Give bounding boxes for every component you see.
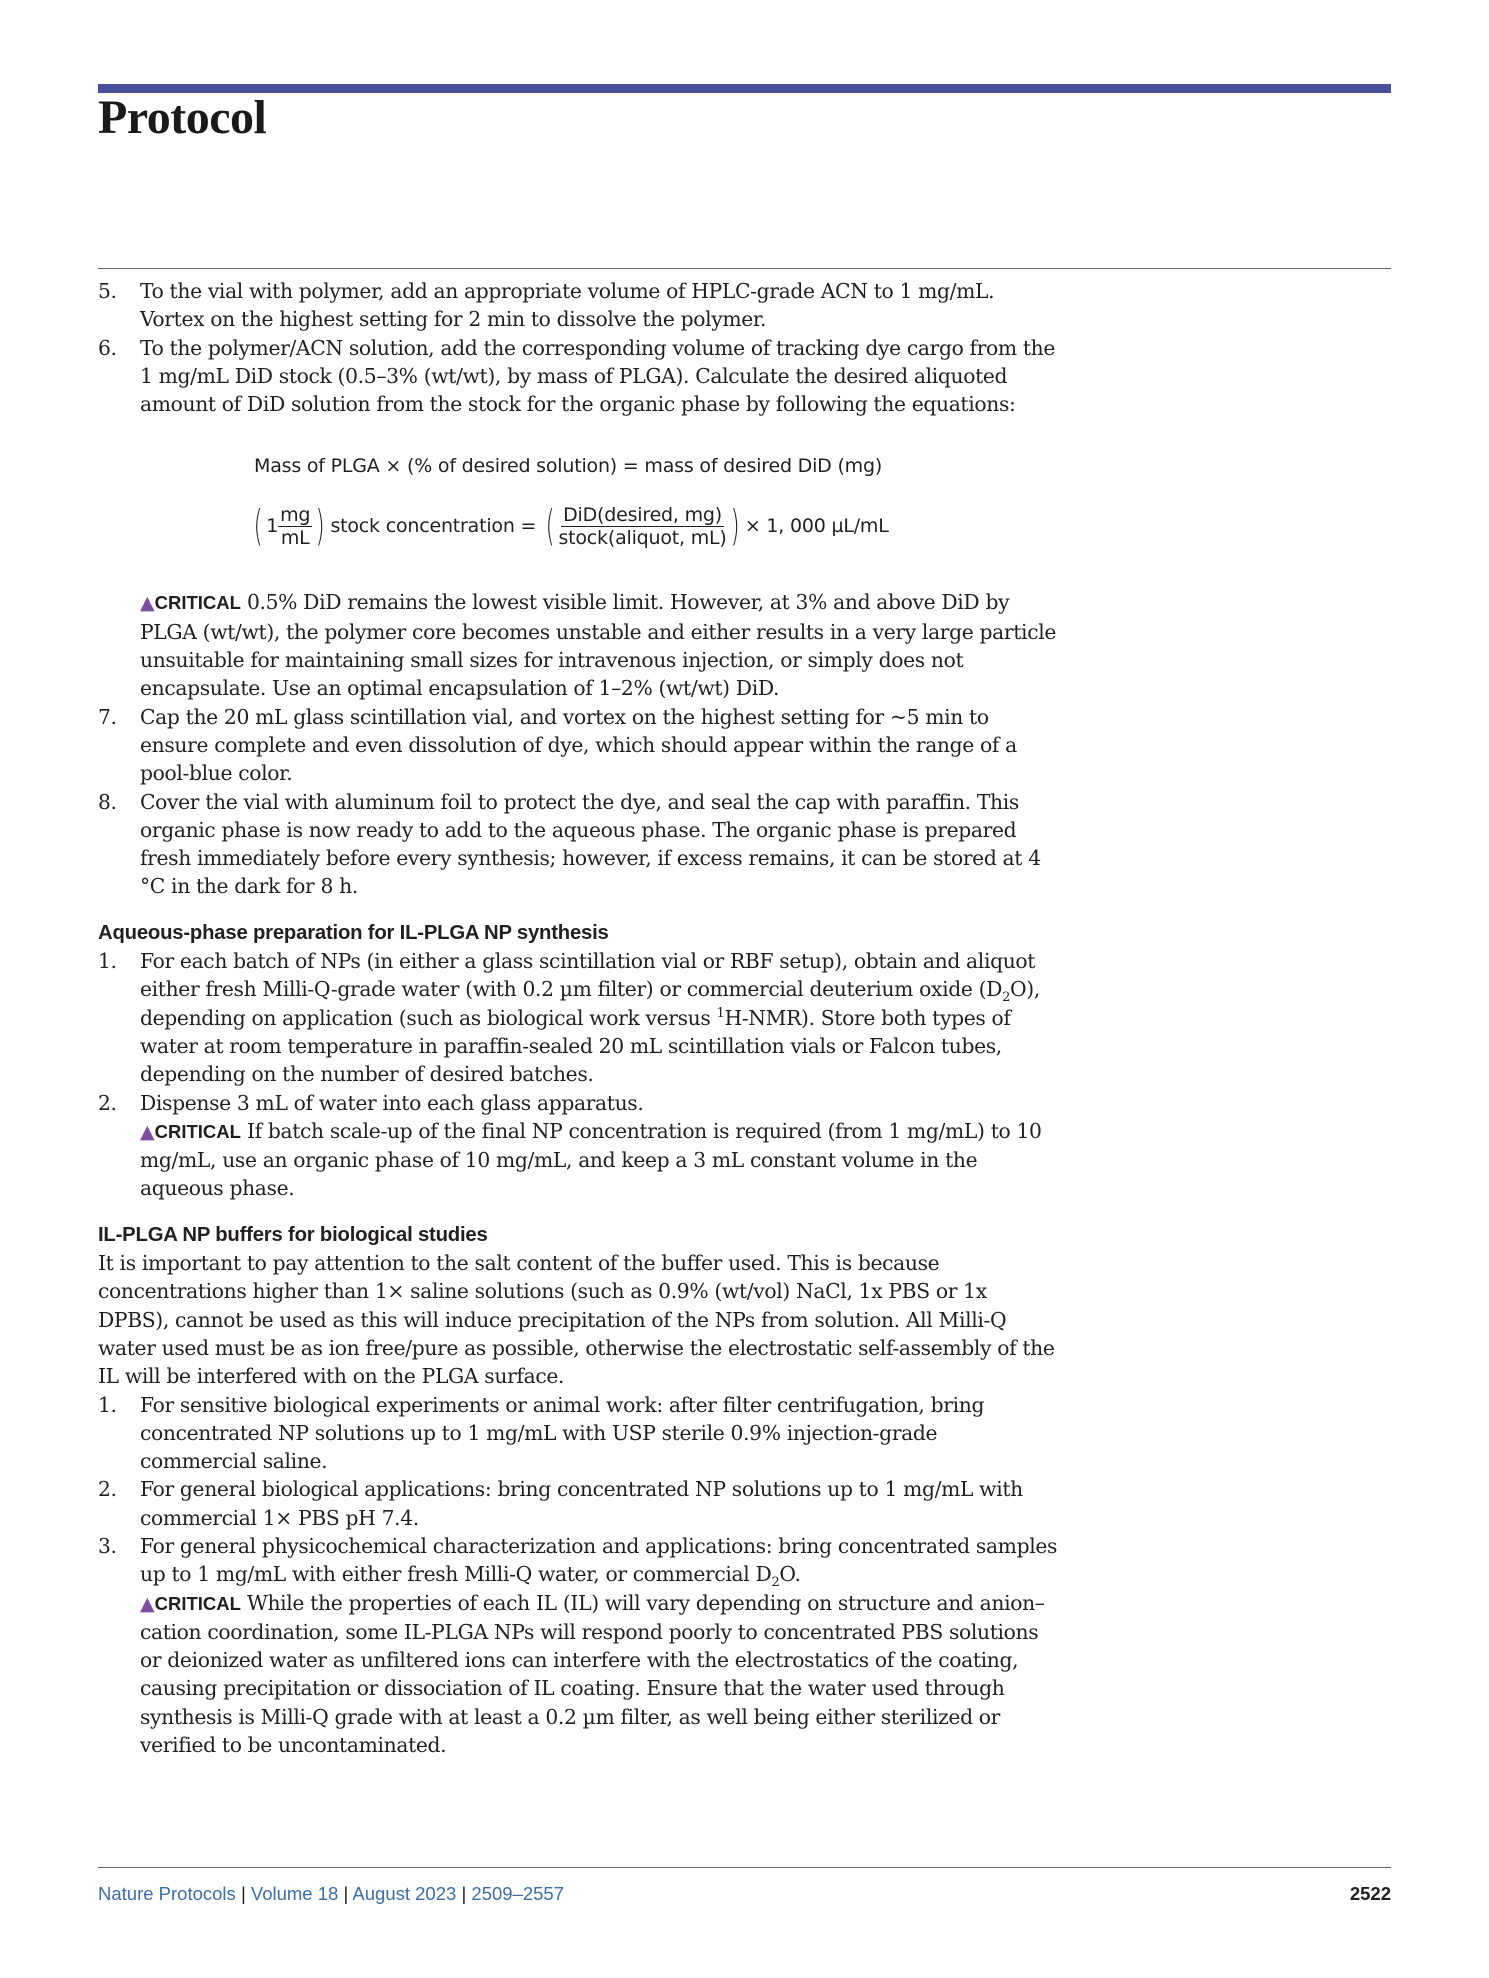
critical-label: CRITICAL <box>154 1120 241 1142</box>
critical-text: While the properties of each IL (IL) will vary depending on structure and anion–cation coordination, some IL-PLGA NPs will respond poorly to concentrated PBS solutions or deionized water as unfiltered ions can interfere with the electrostatics of the coating, causing precipitation or dissociation of IL coating. Ensure that the water used through synthesis is Milli-Q grade with at least a 0.2 µm filter, as well being either sterilized or verified to be uncontaminated. <box>140 1590 1045 1758</box>
step-number: 8. <box>98 789 117 814</box>
issue-date: August 2023 <box>352 1883 457 1904</box>
page-number: 2522 <box>1349 1883 1391 1904</box>
page-title: Protocol <box>98 91 267 144</box>
eq-mid: stock concentration = <box>330 515 537 538</box>
step-number: 5. <box>98 279 117 303</box>
volume: Volume 18 <box>250 1883 339 1904</box>
paren-close: ) <box>730 501 740 551</box>
separator: | <box>343 1883 349 1904</box>
step-text: O. <box>779 1562 801 1587</box>
critical-label: CRITICAL <box>154 1592 241 1614</box>
list-item <box>98 334 1058 419</box>
section-heading-buffers: IL-PLGA NP buffers for biological studies <box>98 1223 488 1246</box>
step-text: For sensitive biological experiments or animal work: after filter centrifugation, bring concentrated NP solutions up to 1 mg/mL with USP sterile 0.9% injection-grade commercial saline. <box>140 1392 985 1474</box>
step-number: 7. <box>98 704 117 729</box>
paren-open: ( <box>253 501 263 551</box>
step-number: 1. <box>98 949 117 974</box>
list-item <box>98 1391 1058 1476</box>
step-text: Dispense 3 mL of water into each glass apparatus. <box>140 1090 644 1115</box>
paren-close: ) <box>315 501 325 551</box>
fraction-did <box>558 504 726 549</box>
step-text: O), depending on application (such as biological work versus <box>140 977 1040 1030</box>
step-text: H-NMR). Store both types of water at room temperature in paraffin-sealed 20 mL scintillation vials or Falcon tubes, depending on the number of desired batches. <box>140 1005 1011 1087</box>
critical-triangle-icon: ▲ <box>140 1120 155 1143</box>
list-item <box>98 1532 1058 1759</box>
step-number: 2. <box>98 1477 117 1502</box>
fraction-mg-ml <box>278 504 312 549</box>
step-text: For general physicochemical characterization and applications: bring concentrated samples up to 1 mg/mL with either fresh Milli-Q water, or commercial D <box>140 1533 1058 1587</box>
section-heading-aqueous: Aqueous-phase preparation for IL-PLGA NP synthesis <box>98 921 609 944</box>
buffer-steps <box>98 1391 1058 1760</box>
superscript: 1 <box>716 1005 725 1021</box>
organic-steps-continued <box>98 703 1058 901</box>
list-item <box>98 1089 1058 1203</box>
fraction-denominator: stock(aliquot, mL) <box>558 526 727 549</box>
step-text: Cover the vial with aluminum foil to protect the dye, and seal the cap with paraffin. This organic phase is now ready to add to the aqueous phase. The organic phase is prepared fresh immediately before every synthesis; however, if excess remains, it can be stored at 4 °C in the dark for 8 h. <box>140 789 1041 899</box>
eq-lead: 1 <box>266 515 279 538</box>
step-text: Cap the 20 mL glass scintillation vial, and vortex on the highest setting for ~5 min to ensure complete and even dissolution of dye, which should appear within the range of a pool-blue color. <box>140 704 1017 786</box>
step-number: 2. <box>98 1090 117 1115</box>
organic-steps <box>98 277 1058 418</box>
step-number: 1. <box>98 1392 117 1417</box>
separator: | <box>461 1883 467 1904</box>
aqueous-steps <box>98 947 1058 1203</box>
step-number: 3. <box>98 1533 117 1558</box>
step-number: 6. <box>98 335 117 360</box>
fraction-numerator: DiD(desired, mg) <box>563 503 722 526</box>
critical-triangle-icon: ▲ <box>140 592 155 615</box>
step-text: To the vial with polymer, add an appropriate volume of HPLC-grade ACN to 1 mg/mL. Vortex on the highest setting for 2 min to dissolve the polymer. <box>140 279 995 332</box>
equation-stock <box>250 498 1058 554</box>
main-content <box>98 277 1058 1759</box>
critical-note <box>98 588 1058 702</box>
critical-triangle-icon: ▲ <box>140 1592 155 1615</box>
equation-mass: Mass of PLGA × (% of desired solution) = mass of desired DiD (mg) <box>254 455 883 478</box>
journal-name[interactable]: Nature Protocols <box>98 1883 236 1904</box>
subscript: 2 <box>1002 990 1010 1006</box>
critical-text: If batch scale-up of the final NP concentration is required (from 1 mg/mL) to 10 mg/mL, use an organic phase of 10 mg/mL, and keep a 3 mL constant volume in the aqueous phase. <box>140 1118 1042 1201</box>
paren-open: ( <box>545 501 555 551</box>
step-text: For each batch of NPs (in either a glass scintillation vial or RBF setup), obtain and aliquot either fresh Milli-Q-grade water (with 0.2 µm filter) or commercial deuterium oxide (D <box>140 949 1036 1002</box>
list-item <box>98 703 1058 788</box>
step-text: For general biological applications: bring concentrated NP solutions up to 1 mg/mL with commercial 1× PBS pH 7.4. <box>140 1477 1023 1530</box>
footer-divider <box>98 1867 1391 1868</box>
subscript: 2 <box>771 1575 780 1591</box>
critical-label: CRITICAL <box>154 592 241 614</box>
list-item <box>98 947 1058 1088</box>
fraction-numerator: mg <box>280 503 311 526</box>
page-range: 2509–2557 <box>471 1883 565 1904</box>
fraction-denominator: mL <box>280 526 310 549</box>
list-item <box>98 277 1058 334</box>
separator: | <box>240 1883 246 1904</box>
eq-tail: × 1, 000 µL/mL <box>744 515 889 538</box>
step-text: To the polymer/ACN solution, add the corresponding volume of tracking dye cargo from the 1 mg/mL DiD stock (0.5–3% (wt/wt), by mass of PLGA). Calculate the desired aliquoted amount of DiD solution from the stock for the organic phase by following the equations: <box>140 335 1056 417</box>
header-accent-bar <box>98 84 1391 93</box>
list-item <box>98 788 1058 901</box>
footer <box>98 1883 564 1905</box>
critical-text: 0.5% DiD remains the lowest visible limit. However, at 3% and above DiD by PLGA (wt/wt), the polymer core becomes unstable and either results in a very large particle unsuitable for maintaining small sizes for intravenous injection, or simply does not encapsulate. Use an optimal encapsulation of 1–2% (wt/wt) DiD. <box>140 590 1056 701</box>
buffers-intro: It is important to pay attention to the salt content of the buffer used. This is because concentrations higher than 1× saline solutions (such as 0.9% (wt/vol) NaCl, 1x PBS or 1x DPBS), cannot be used as this will induce precipitation of the NPs from solution. All Milli-Q water used must be as ion free/pure as possible, otherwise the electrostatic self-assembly of the IL will be interfered with on the PLGA surface. <box>98 1251 1055 1389</box>
list-item <box>98 1475 1058 1532</box>
header-divider <box>98 268 1391 269</box>
